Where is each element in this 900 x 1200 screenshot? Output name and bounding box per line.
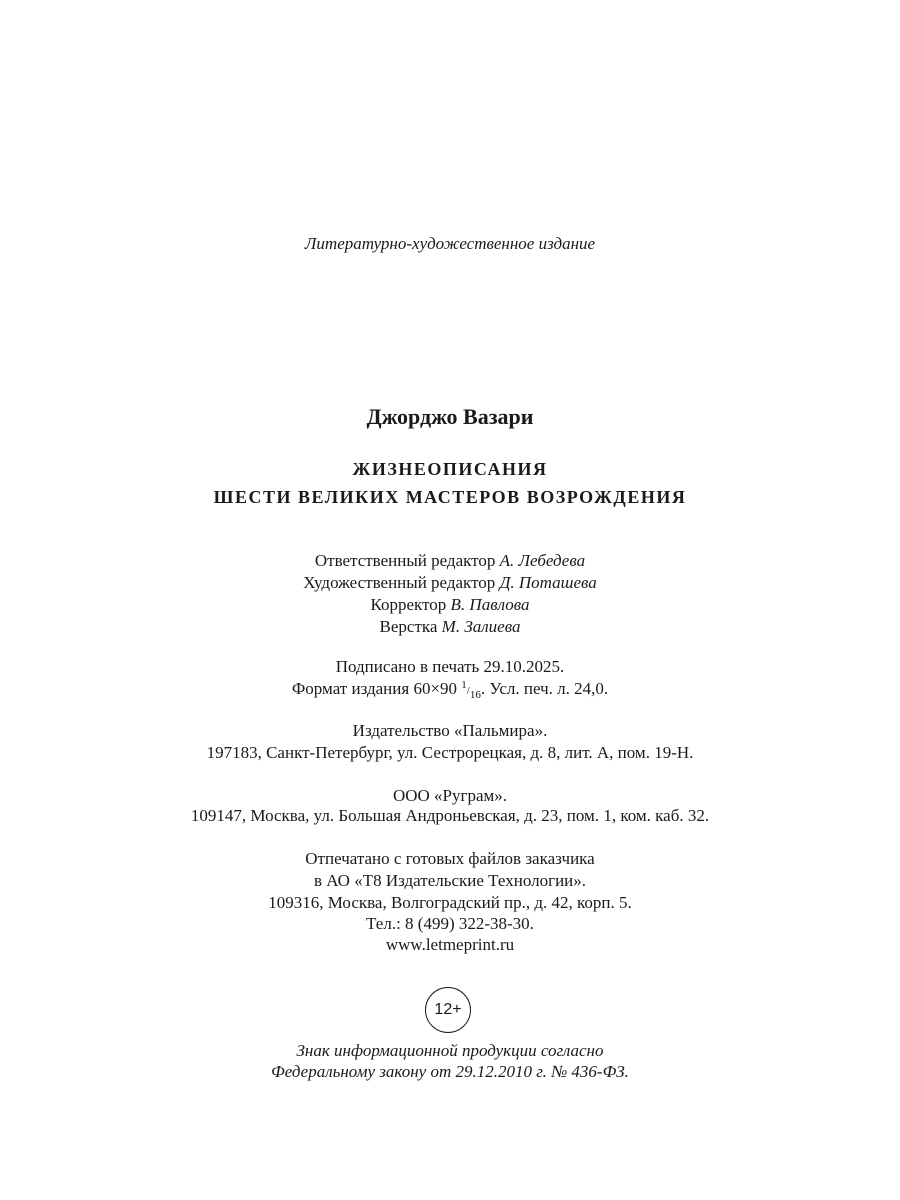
printer-line-1: Отпечатано с готовых файлов заказчика [305, 849, 595, 868]
printer-address: 109316, Москва, Волгоградский пр., д. 42, корп. 5. [268, 893, 632, 912]
credit-layout [0, 617, 900, 637]
credit-name: М. Залиева [441, 617, 521, 636]
credit-name: В. Павлова [450, 595, 530, 614]
credit-role: Верстка [379, 617, 442, 636]
age-rating-badge [425, 987, 471, 1033]
edition-format [0, 679, 900, 699]
credit-proofreader [0, 595, 900, 615]
fraction-slash: / [466, 685, 470, 697]
book-title-line-2: ШЕСТИ ВЕЛИКИХ МАСТЕРОВ ВОЗРОЖДЕНИЯ [213, 487, 687, 507]
publisher-name: Издательство «Пальмира». [352, 721, 548, 740]
age-rating-label: 12+ [434, 1001, 462, 1018]
printer-line-2: в АО «Т8 Издательские Технологии». [313, 871, 587, 890]
printer-phone: Тел.: 8 (499) 322-38-30. [366, 914, 534, 933]
signed-to-print: Подписано в печать 29.10.2025. [335, 657, 565, 676]
format-suffix: . Усл. печ. л. 24,0. [480, 679, 609, 698]
credit-role: Корректор [370, 595, 451, 614]
company-address: 109147, Москва, ул. Большая Андроньевская, д. 23, пом. 1, ком. каб. 32. [190, 806, 710, 825]
printer-website[interactable]: www.letmeprint.ru [385, 935, 515, 954]
credit-role: Ответственный редактор [314, 551, 500, 570]
credit-art-editor [0, 573, 900, 593]
credit-managing-editor [0, 551, 900, 571]
credit-name: Д. Поташева [499, 573, 597, 592]
age-note-line-2: Федеральному закону от 29.12.2010 г. № 436-ФЗ. [271, 1062, 629, 1081]
credit-name: А. Лебедева [499, 551, 586, 570]
age-note-line-1: Знак информационной продукции согласно [296, 1041, 604, 1060]
company-name: ООО «Руграм». [392, 786, 508, 805]
edition-type: Литературно-художественное издание [304, 234, 596, 253]
credit-role: Художественный редактор [303, 573, 500, 592]
fraction-denominator: 16 [469, 689, 481, 701]
format-prefix: Формат издания 60×90 [291, 679, 462, 698]
book-title-line-1: ЖИЗНЕОПИСАНИЯ [352, 459, 548, 479]
publisher-address: 197183, Санкт-Петербург, ул. Сестрорецкая, д. 8, лит. А, пом. 19-Н. [206, 743, 694, 762]
author-name: Джорджо Вазари [366, 404, 534, 429]
fraction-numerator: 1 [461, 679, 467, 691]
format-fraction [461, 679, 481, 701]
